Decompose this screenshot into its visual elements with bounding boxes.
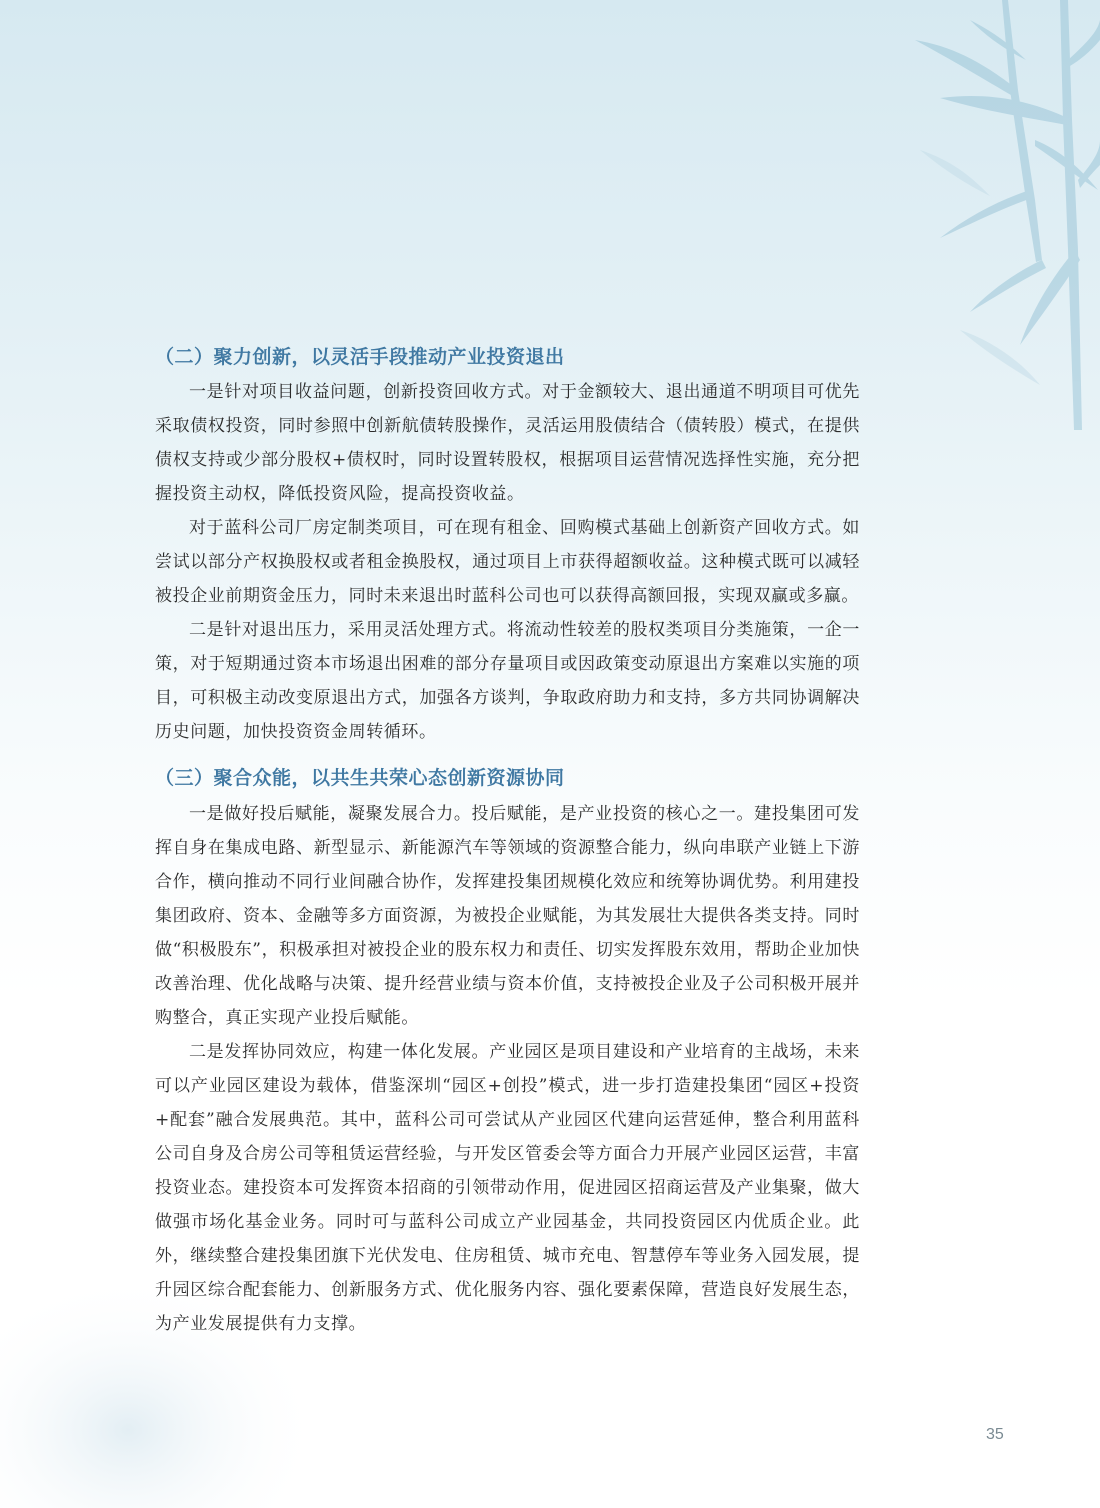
paragraph: 一是针对项目收益问题，创新投资回收方式。对于金额较大、退出通道不明项目可优先采取债权投资，同时参照中创新航债转股操作，灵活运用股债结合（债转股）模式，在提供债权支持或少部分股权+债权时，同时设置转股权，根据项目运营情况选择性实施，充分把握投资主动权，降低投资风险，提高投资收益。 (155, 382, 860, 504)
section-body (155, 375, 860, 749)
section-body (155, 797, 860, 1341)
section-heading: （二）聚力创新，以灵活手段推动产业投资退出 (155, 346, 565, 368)
section-heading: （三）聚合众能，以共生共荣心态创新资源协同 (155, 767, 565, 789)
page-number: 35 (986, 1426, 1004, 1443)
paragraph: 二是针对退出压力，采用灵活处理方式。将流动性较差的股权类项目分类施策，一企一策，对于短期通过资本市场退出困难的部分存量项目或因政策变动原退出方案难以实施的项目，可积极主动改变原退出方式，加强各方谈判，争取政府助力和支持，多方共同协调解决历史问题，加快投资资金周转循环。 (155, 620, 860, 742)
paragraph: 一是做好投后赋能，凝聚发展合力。投后赋能，是产业投资的核心之一。建投集团可发挥自身在集成电路、新型显示、新能源汽车等领域的资源整合能力，纵向串联产业链上下游合作，横向推动不同行业间融合协作，发挥建投集团规模化效应和统筹协调优势。利用建投集团政府、资本、金融等多方面资源，为被投企业赋能，为其发展壮大提供各类支持。同时做“积极股东”，积极承担对被投企业的股东权力和责任、切实发挥股东效用，帮助企业加快改善治理、优化战略与决策、提升经营业绩与资本价值，支持被投企业及子公司积极开展并购整合，真正实现产业投后赋能。 (155, 804, 860, 1028)
bamboo-painting (670, 0, 1100, 430)
paragraph: 对于蓝科公司厂房定制类项目，可在现有租金、回购模式基础上创新资产回收方式。如尝试以部分产权换股权或者租金换股权，通过项目上市获得超额收益。这种模式既可以减轻被投企业前期资金压力，同时未来退出时蓝科公司也可以获得高额回报，实现双赢或多赢。 (155, 518, 860, 606)
paragraph: 二是发挥协同效应，构建一体化发展。产业园区是项目建设和产业培育的主战场，未来可以产业园区建设为载体，借鉴深圳“园区+创投”模式，进一步打造建投集团“园区+投资+配套”融合发展典范。其中，蓝科公司可尝试从产业园区代建向运营延伸，整合利用蓝科公司自身及合房公司等租赁运营经验，与开发区管委会等方面合力开展产业园区运营，丰富投资业态。建投资本可发挥资本招商的引领带动作用，促进园区招商运营及产业集聚，做大做强市场化基金业务。同时可与蓝科公司成立产业园基金，共同投资园区内优质企业。此外，继续整合建投集团旗下光伏发电、住房租赁、城市充电、智慧停车等业务入园发展，提升园区综合配套能力、创新服务方式、优化服务内容、强化要素保障，营造良好发展生态，为产业发展提供有力支撑。 (155, 1042, 860, 1334)
